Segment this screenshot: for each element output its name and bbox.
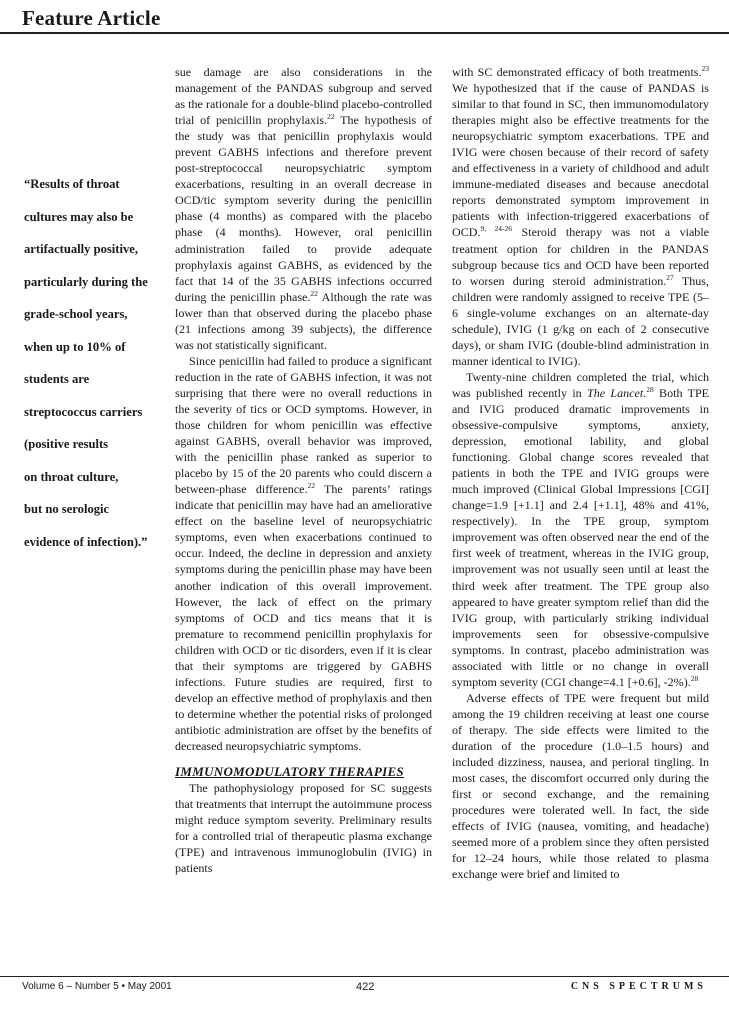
reference-superscript: 9, 24-26 [480, 224, 512, 234]
text-run: Since penicillin had failed to produce a significant reduction in the rate of GABHS infection, it was not surprising that there were no overall reductions in the severity of tics or OCD symptoms. However, in those children for whom penicillin was effective against GABHS, overall behavior was improved, with the penicillin phase ranked as superior to placebo by 15 of the 20 parents who could discern a between-phase difference. [175, 353, 432, 497]
pull-quote-line: when up to 10% of [24, 339, 126, 354]
pull-quote-line: grade-school years, [24, 307, 128, 321]
pull-quote-line: artifactually positive, [24, 242, 139, 256]
page-header [22, 6, 160, 31]
reference-superscript: 27 [666, 272, 674, 282]
text-run: sue damage are also considerations in the management of the PANDAS subgroup and served as the rationale for a double-blind placebo-controlled trial of penicillin prophylaxis. [175, 65, 432, 128]
page-number: 422 [356, 981, 375, 993]
journal-name: CNS SPECTRUMS [570, 981, 707, 992]
pull-quote-line: but no serologic [24, 502, 110, 516]
pull-quote-line: evidence of infection).” [24, 534, 148, 549]
text-run: Adverse effects of TPE were frequent but mild among the 19 children receiving at least one course of therapy. The side effects were limited to the duration of the procedure (1.0–1.5 hours) and included dizziness, nausea, and perioral tingling. In most cases, the discomfort occurred only during the first or second exchange, and the remaining procedures were tolerated well. In fact, the side effects of IVIG (nausea, vomiting, and headache) seemed more of a problem since they often persisted for 12–24 hours, while those related to plasma exchange were brief and limited to [452, 690, 709, 882]
body-column-middle [175, 64, 432, 876]
issue-info: Volume 6 – Number 5 • May 2001 [22, 981, 172, 992]
pull-quote-line: “Results of throat [24, 177, 120, 191]
reference-superscript: 22 [327, 112, 335, 122]
pull-quote-line: students are [24, 372, 90, 386]
pull-quote-line: streptococcus carriers [24, 404, 143, 419]
paragraph [452, 64, 709, 369]
text-run: Steroid therapy was not a viable treatment option for children in the PANDAS subgroup because tics and OCD have been reported to worsen during steroid administration. [452, 225, 710, 288]
paragraph [175, 353, 432, 754]
text-run: The pathophysiology proposed for SC suggests that treatments that interrupt the autoimmune process might reduce symptom severity. Preliminary results for a controlled trial of therapeutic plasma exchange (TPE) and intravenous immunoglobulin (IVIG) in patients [175, 781, 432, 876]
body-column-right [452, 64, 709, 882]
reference-superscript: 28 [690, 673, 699, 683]
section-title: Feature Article [22, 6, 161, 30]
journal-title: The Lancet [587, 385, 644, 400]
header-rule [0, 32, 729, 34]
footer-rule [0, 976, 729, 977]
pull-quote-line: particularly during the [24, 274, 148, 289]
pull-quote-line: cultures may also be [24, 209, 134, 224]
paragraph [452, 369, 709, 690]
section-heading: IMMUNOMODULATORY THERAPIES [175, 764, 404, 780]
pull-quote [24, 174, 164, 564]
reference-superscript: 28 [646, 384, 654, 394]
reference-superscript: 23 [701, 63, 709, 73]
text-run: The hypothesis of the study was that penicillin prophylaxis would prevent GABHS infections and therefore prevent post-streptococcal neuropsychiatric symptom exacerbations, resulting in an overall decrease in OCD/tic symptom severity during the penicillin phase (4 months) as compared with the placebo phase (4 months). However, oral penicillin administration failed to provide adequate prophylaxis against GABHS, as evidenced by the fact that 14 of the 35 GABHS infections occurred during the penicillin phase. [175, 113, 432, 304]
text-run: Thus, children were randomly assigned to receive TPE (5–6 single-volume exchanges on an alternate-day schedule), IVIG (1 g/kg on each of 2 consecutive days), or sham IVIG (double-blind administration in manner identical to IVIG). [452, 273, 709, 368]
text-run: The parents’ ratings indicate that penicillin may have had an ameliorative effect on the baseline level of neuropsychiatric symptoms, even when exacerbations continued to occur. Indeed, the decline in depression and anxiety symptoms during the penicillin phase may have been another indication of this overall improvement. However, the lack of effect on the primary symptoms of OCD and tics means that it is premature to recommend penicillin prophylaxis for children with OCD or tic disorders, even if it is clear that their symptoms are triggered by GABHS infections. Future studies are required, first to develop an effective method of prophylaxis and then to determine whether the potential risks of prolonged antibiotic administration are offset by the benefits of decreased neuropsychiatric symptoms. [175, 482, 432, 753]
text-run: with SC demonstrated efficacy of both treatments. [452, 65, 702, 79]
paragraph [175, 780, 432, 876]
text-run: We hypothesized that if the cause of PANDAS is similar to that found in SC, then immunomodulatory therapies might also be effective treatments for the neuropsychiatric symptom exacerbations. TPE and IVIG were chosen because of their record of safety and effectiveness in a variety of childhood and adult immune-mediated diseases and because anecdotal reports demonstrated symptom improvement in patients with infection-triggered exacerbations of OCD. [452, 81, 709, 240]
paragraph [175, 64, 432, 353]
text-run: Both TPE and IVIG produced dramatic improvements in obsessive-compulsive symptoms, anxiety, depression, emotional lability, and global functioning. Global change scores revealed that patients in both the TPE and IVIG groups were much improved (Clinical Global Impressions [CGI] change=1.9 [+1.1] and 2.4 [+1.1], 48% and 41%, respectively). In the TPE group, symptom improvement was often observed near the end of the first week of treatment, whereas in the IVIG group, improvement was not usually seen until at least the third week after treatment. The TPE group also appeared to have greater symptom relief than did the IVIG group, with particularly striking individual improvements seen for obsessive-compulsive symptoms. In contrast, placebo administration was associated with little or no change in overall symptom severity (CGI change=4.1 [+0.6], -2%). [452, 385, 710, 689]
pull-quote-line: (positive results [24, 437, 109, 451]
text-run: Twenty-nine children completed the trial, which was published recently in [452, 369, 709, 400]
text-run: Although the rate was lower than that observed during the placebo phase (21 infections among 39 subjects), the difference was not statistically significant. [175, 289, 432, 352]
reference-superscript: 22 [307, 481, 315, 491]
pull-quote-line: on throat culture, [24, 469, 119, 484]
reference-superscript: 22 [310, 288, 318, 298]
paragraph [452, 690, 709, 883]
text-run: . [643, 385, 647, 400]
